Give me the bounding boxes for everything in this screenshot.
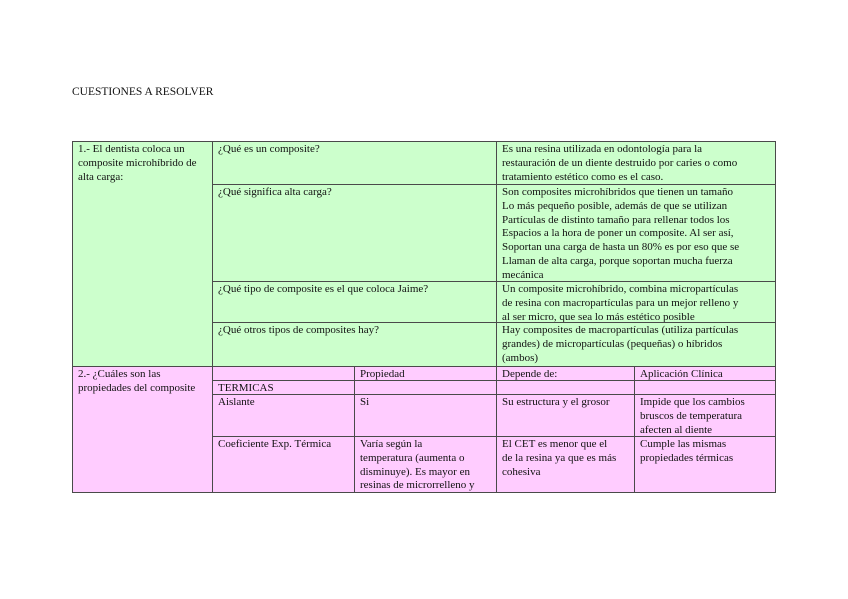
question-text: ¿Qué tipo de composite es el que coloca Jaime?: [218, 283, 429, 295]
depends-cell: [496, 436, 635, 493]
answer-line: Un composite microhíbrido, combina micropartículas: [502, 283, 739, 295]
question-text: ¿Qué es un composite?: [218, 143, 320, 155]
clinical-cell: [634, 436, 776, 493]
property-value-cell: [354, 436, 497, 493]
category-empty-cell: [634, 380, 776, 395]
header-property-cell: [354, 366, 497, 381]
answer-line: de resina con macropartículas para un mejor relleno y: [502, 296, 739, 309]
question-text: ¿Qué significa alta carga?: [218, 186, 332, 198]
clinical-line: propiedades térmicas: [640, 451, 734, 464]
clinical-cell: [634, 394, 776, 437]
answer-line: Son composites microhíbridos que tienen un tamaño: [502, 186, 733, 198]
answer-line: Hay composites de macropartículas (utiliza partículas: [502, 324, 739, 336]
property-name-cell: [212, 394, 355, 437]
question-cell-2: [212, 184, 497, 282]
header-empty-cell: [212, 366, 355, 381]
section1-label-line: 1.- El dentista coloca un: [78, 143, 185, 155]
clinical-line: afecten al diente: [640, 423, 713, 436]
answer-line: al ser micro, que sea lo más estético posible: [502, 310, 695, 323]
depends-cell: [496, 394, 635, 437]
category-label: TERMICAS: [218, 382, 274, 394]
category-empty-cell: [496, 380, 635, 395]
category-empty-cell: [354, 380, 497, 395]
section1-label-cell: [72, 141, 213, 367]
clinical-line: Impide que los cambios: [640, 396, 745, 408]
section2-label-line: 2.- ¿Cuáles son las: [78, 368, 161, 380]
answer-line: Espacios a la hora de poner un composite. Al ser así,: [502, 227, 734, 240]
property-value-line: Si: [360, 396, 370, 408]
answer-cell-1: [496, 141, 776, 185]
answer-cell-2: [496, 184, 776, 282]
header-clinical-cell: [634, 366, 776, 381]
answer-cell-4: [496, 322, 776, 367]
section2-label-line: propiedades del composite: [78, 381, 196, 394]
header-clinical: Aplicación Clínica: [640, 368, 723, 380]
property-value-line: disminuye). Es mayor en: [360, 465, 470, 478]
answer-line: Lo más pequeño posible, además de que se utilizan: [502, 199, 728, 212]
depends-line: Su estructura y el grosor: [502, 396, 610, 408]
section2-label-cell: [72, 366, 213, 493]
answer-line: restauración de un diente destruido por caries o como: [502, 156, 738, 169]
property-value-line: resinas de microrrelleno y: [360, 479, 475, 492]
property-value-line: Varía según la: [360, 438, 423, 450]
property-name: Coeficiente Exp. Térmica: [218, 438, 332, 450]
property-name: Aislante: [218, 396, 255, 408]
header-depends: Depende de:: [502, 368, 558, 380]
question-cell-4: [212, 322, 497, 367]
clinical-line: bruscos de temperatura: [640, 409, 743, 422]
property-value-cell: [354, 394, 497, 437]
clinical-line: Cumple las mismas: [640, 438, 727, 450]
page-title: CUESTIONES A RESOLVER: [72, 86, 214, 98]
depends-line: de la resina ya que es más: [502, 451, 617, 464]
answer-line: Partículas de distinto tamaño para rellenar todos los: [502, 213, 730, 226]
section1-label-line: composite microhíbrido de: [78, 156, 197, 169]
answer-line: Soportan una carga de hasta un 80% es por eso que se: [502, 241, 740, 254]
answer-line: Llaman de alta carga, porque soportan mucha fuerza: [502, 254, 733, 267]
answer-line: grandes) de micropartículas (pequeñas) o híbridos: [502, 337, 723, 350]
depends-line: cohesiva: [502, 465, 541, 478]
answer-line: (ambos): [502, 351, 539, 364]
property-value-line: temperatura (aumenta o: [360, 451, 465, 464]
question-cell-3: [212, 281, 497, 323]
header-property: Propiedad: [360, 368, 405, 380]
question-text: ¿Qué otros tipos de composites hay?: [218, 324, 379, 336]
depends-line: El CET es menor que el: [502, 438, 608, 450]
property-name-cell: [212, 436, 355, 493]
answer-line: tratamiento estético como es el caso.: [502, 170, 664, 183]
answer-line: mecánica: [502, 268, 544, 281]
answer-line: Es una resina utilizada en odontología para la: [502, 143, 703, 155]
section1-label-line: alta carga:: [78, 170, 124, 183]
answer-cell-3: [496, 281, 776, 323]
header-depends-cell: [496, 366, 635, 381]
category-cell: [212, 380, 355, 395]
question-cell-1: [212, 141, 497, 185]
